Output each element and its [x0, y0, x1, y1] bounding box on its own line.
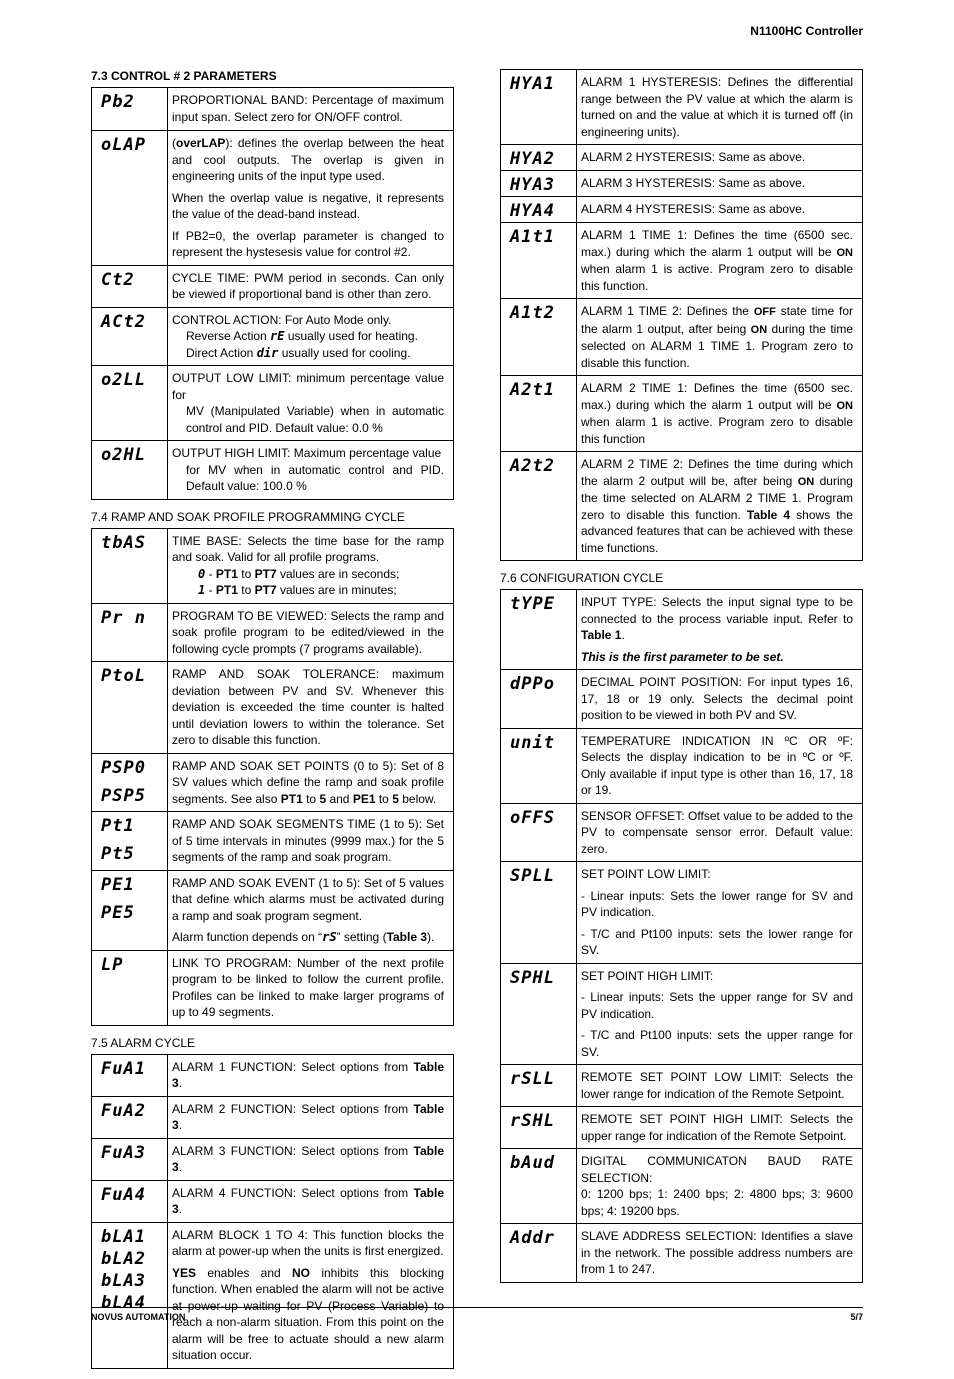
param-code: SPHL [510, 967, 555, 988]
param-row [501, 1107, 863, 1149]
param-description: DECIMAL POINT POSITION: For input types 16, 17, 18 or 19 only. Selects the decimal point position to be viewed in both PV and SV. [577, 670, 863, 729]
ramp-soak-table [91, 528, 454, 1026]
param-row [501, 862, 863, 964]
param-row [501, 197, 863, 223]
param-row [92, 265, 454, 307]
param-description: OUTPUT HIGH LIMIT: Maximum percentage value for MV when in automatic control and PID. Default value: 100.0 % [168, 441, 454, 500]
param-row [92, 1054, 454, 1096]
param-code: A1t2 [510, 303, 555, 323]
param-description: CONTROL ACTION: For Auto Mode only. Reverse Action rE usually used for heating. Direct Action dir usually used for cooling. [168, 307, 454, 366]
param-description: PROGRAM TO BE VIEWED: Selects the ramp and soak profile program to be edited/viewed in the following cycle prompts (7 programs available). [168, 603, 454, 662]
param-description: ALARM 2 TIME 2: Defines the time during which the alarm 2 output will be, after being ON during the time selected on ALARM 2 TIME 1. Program zero to disable this function. Table 4 shows the advanced features that can be achieved with these time functions. [577, 452, 863, 561]
param-code: bLA1 [101, 1226, 146, 1247]
param-description: ALARM 4 FUNCTION: Select options from Table 3. [168, 1180, 454, 1222]
footer-page-number: 5/7 [850, 1312, 863, 1322]
param-row [501, 299, 863, 376]
param-description: ALARM 3 FUNCTION: Select options from Table 3. [168, 1138, 454, 1180]
param-code: oFFS [510, 807, 555, 828]
param-row [92, 88, 454, 131]
param-row [501, 1224, 863, 1283]
param-code: PSP5 [101, 785, 146, 806]
param-row [92, 441, 454, 500]
param-code: HYA1 [510, 74, 555, 94]
param-code: bLA2 [101, 1248, 146, 1269]
section-title-ramp-soak: 7.4 RAMP AND SOAK PROFILE PROGRAMMING CYCLE [91, 509, 405, 524]
param-description: DIGITAL COMMUNICATON BAUD RATE SELECTION: 0: 1200 bps; 1: 2400 bps; 2: 4800 bps; 3: 9600 bps; 4: 19200 bps. [577, 1149, 863, 1224]
param-description: SET POINT HIGH LIMIT: - Linear inputs: Sets the upper range for SV and PV indication. - T/C and Pt100 inputs: sets the upper range for SV. [577, 963, 863, 1065]
param-code: LP [101, 954, 124, 975]
param-description: ALARM 1 TIME 2: Defines the OFF state time for the alarm 1 output, after being ON during the time selected on ALARM 1 TIME 1. Program zero to disable this function. [577, 299, 863, 376]
param-row [501, 171, 863, 197]
param-row [501, 223, 863, 299]
param-description: INPUT TYPE: Selects the input signal type to be connected to the process variable input. Refer to Table 1. This is the first parameter to be set. [577, 590, 863, 670]
param-code: bAud [510, 1153, 555, 1173]
param-row [501, 670, 863, 729]
param-description: RAMP AND SOAK TOLERANCE: maximum deviation between PV and SV. Whenever this deviation is exceeded the time counter is halted until deviation lowers to within the tolerance. Set zero to disable this function. [168, 662, 454, 754]
param-row [92, 1180, 454, 1222]
param-row [92, 870, 454, 950]
param-code: tbAS [101, 532, 146, 553]
param-row [501, 803, 863, 862]
param-row [92, 1222, 454, 1368]
left-column [91, 69, 454, 1379]
param-code: FuA1 [101, 1058, 146, 1079]
param-code: o2LL [101, 370, 146, 390]
param-description: CYCLE TIME: PWM period in seconds. Can only be viewed if proportional band is other than zero. [168, 265, 454, 307]
control2-table [91, 87, 454, 500]
param-paragraph: (overLAP): defines the overlap between the heat and cool outputs. The overlap is given in engineering units of the input type used. [172, 136, 444, 183]
param-description: ALARM 4 HYSTERESIS: Same as above. [577, 197, 863, 223]
param-code: A1t1 [510, 227, 555, 247]
param-row [92, 662, 454, 754]
param-row [92, 950, 454, 1025]
param-code: A2t2 [510, 456, 555, 476]
param-row [92, 603, 454, 662]
param-code: o2HL [101, 445, 146, 465]
right-column [500, 69, 863, 1293]
param-code: rSHL [510, 1111, 555, 1131]
param-code: Pb2 [101, 92, 135, 112]
display-code: dir [256, 345, 279, 360]
param-paragraph: When the overlap value is negative, it represents the value of the dead-band instead. [172, 190, 444, 221]
param-code: PSP0 [101, 757, 146, 778]
param-description: SLAVE ADDRESS SELECTION: Identifies a slave in the network. The possible address numbers are from 1 to 247. [577, 1224, 863, 1283]
param-row [92, 528, 454, 603]
param-row [501, 728, 863, 803]
param-row [92, 307, 454, 366]
param-code: HYA4 [510, 201, 555, 221]
param-code: PE1 [101, 874, 135, 895]
param-row [501, 452, 863, 561]
param-code: HYA3 [510, 175, 555, 195]
param-code: bLA3 [101, 1270, 146, 1291]
param-code: SPLL [510, 866, 555, 886]
param-code: dPPo [510, 674, 555, 694]
param-description: OUTPUT LOW LIMIT: minimum percentage value for MV (Manipulated Variable) when in automatic control and PID. Default value: 0.0 % [168, 366, 454, 441]
param-description: ALARM 3 HYSTERESIS: Same as above. [577, 171, 863, 197]
param-row [501, 376, 863, 452]
param-description: SET POINT LOW LIMIT: - Linear inputs: Sets the lower range for SV and PV indication. - T/C and Pt100 inputs: sets the lower range for SV. [577, 862, 863, 964]
param-code: HYA2 [510, 149, 555, 169]
configuration-table [500, 589, 863, 1283]
param-description: REMOTE SET POINT HIGH LIMIT: Selects the upper range for indication of the Remote Setpoint. [577, 1107, 863, 1149]
section-title-alarm: 7.5 ALARM CYCLE [91, 1035, 196, 1050]
param-description [168, 131, 454, 266]
param-description: RAMP AND SOAK SET POINTS (0 to 5): Set of 8 SV values which define the ramp and soak profile segments. See also PT1 to 5 and PE1 to 5 below. [168, 753, 454, 812]
param-description: RAMP AND SOAK EVENT (1 to 5): Set of 5 values that define which alarms must be activated during a ramp and soak program segment. Alarm function depends on “rS” setting (Table 3). [168, 870, 454, 950]
param-code: FuA4 [101, 1184, 146, 1205]
param-description: LINK TO PROGRAM: Number of the next profile program to be linked to follow the current profile. Profiles can be linked to make larger programs of up to 49 segments. [168, 950, 454, 1025]
param-description: ALARM 2 HYSTERESIS: Same as above. [577, 145, 863, 171]
param-row [501, 145, 863, 171]
document-header-title: N1100HC Controller [750, 24, 863, 38]
param-code: rSLL [510, 1069, 555, 1089]
param-description: REMOTE SET POINT LOW LIMIT: Selects the lower range for indication of the Remote Setpoint. [577, 1065, 863, 1107]
param-code: Ct2 [101, 269, 135, 290]
param-code: A2t1 [510, 380, 555, 400]
param-description: ALARM 1 FUNCTION: Select options from Table 3. [168, 1054, 454, 1096]
param-description: TIME BASE: Selects the time base for the ramp and soak. Valid for all profile programs. 0 - PT1 to PT7 values are in seconds; 1 - PT1 to PT7 values are in minutes; [168, 528, 454, 603]
section-title-control2: 7.3 CONTROL # 2 PARAMETERS [91, 69, 277, 83]
param-code: unit [510, 732, 555, 753]
param-code: oLAP [101, 135, 146, 155]
param-code: FuA2 [101, 1100, 146, 1121]
param-row [92, 1096, 454, 1138]
param-code: Pt1 [101, 816, 135, 836]
param-code: Pt5 [101, 844, 135, 864]
param-code: PE5 [101, 902, 135, 923]
param-row [501, 963, 863, 1065]
param-row [92, 1138, 454, 1180]
param-row [501, 1065, 863, 1107]
param-code: ACt2 [101, 311, 146, 332]
param-description: RAMP AND SOAK SEGMENTS TIME (1 to 5): Set of 5 time intervals in minutes (9999 max.) for the 5 segments of the ramp and soak program. [168, 812, 454, 871]
footer-company: NOVUS AUTOMATION [91, 1312, 186, 1322]
param-description: TEMPERATURE INDICATION IN ºC OR ºF: Selects the display indication to be in ºC or ºF. Only available if input type is other than 16, 17, 18 or 19. [577, 728, 863, 803]
param-code: FuA3 [101, 1142, 146, 1163]
param-row [92, 812, 454, 871]
param-row [92, 753, 454, 812]
param-row [92, 131, 454, 266]
param-code: Pr n [101, 607, 146, 628]
param-code: Addr [510, 1228, 555, 1248]
param-row [501, 70, 863, 145]
param-description: ALARM 2 FUNCTION: Select options from Table 3. [168, 1096, 454, 1138]
param-code: bLA4 [101, 1292, 146, 1313]
param-row [501, 1149, 863, 1224]
param-description: ALARM 2 TIME 1: Defines the time (6500 sec. max.) during which the alarm 1 output will be ON when alarm 1 is active. Program zero to disable this function [577, 376, 863, 452]
param-description: ALARM 1 HYSTERESIS: Defines the differential range between the PV value at which the alarm is turned on and the value at which it is turned off (in engineering units). [577, 70, 863, 145]
display-code: rE [270, 329, 285, 343]
alarm-hysteresis-table [500, 69, 863, 561]
section-title-configuration: 7.6 CONFIGURATION CYCLE [500, 571, 664, 585]
param-row [92, 366, 454, 441]
param-description: PROPORTIONAL BAND: Percentage of maximum input span. Select zero for ON/OFF control. [168, 88, 454, 131]
footer-divider [91, 1307, 863, 1308]
param-paragraph: If PB2=0, the overlap parameter is changed to represent the hystesesis value for control #2. [172, 228, 444, 259]
param-row [501, 590, 863, 670]
param-description: ALARM 1 TIME 1: Defines the time (6500 sec. max.) during which the alarm 1 output will be ON when alarm 1 is active. Program zero to disable this function. [577, 223, 863, 299]
param-code: PtoL [101, 666, 146, 686]
param-code: tYPE [510, 594, 555, 614]
param-description: ALARM BLOCK 1 TO 4: This function blocks the alarm at power-up when the units is first energized. YES enables and NO inhibits this blocking function. When enabled the alarm will not be active at power-up waiting for PV (Process Variable) to reach a non-alarm situation. From this point on the alarm will be free to actuate should a new alarm situation occur. [168, 1222, 454, 1368]
param-description: SENSOR OFFSET: Offset value to be added to the PV to compensate sensor error. Default value: zero. [577, 803, 863, 862]
display-code: rS [322, 930, 337, 944]
